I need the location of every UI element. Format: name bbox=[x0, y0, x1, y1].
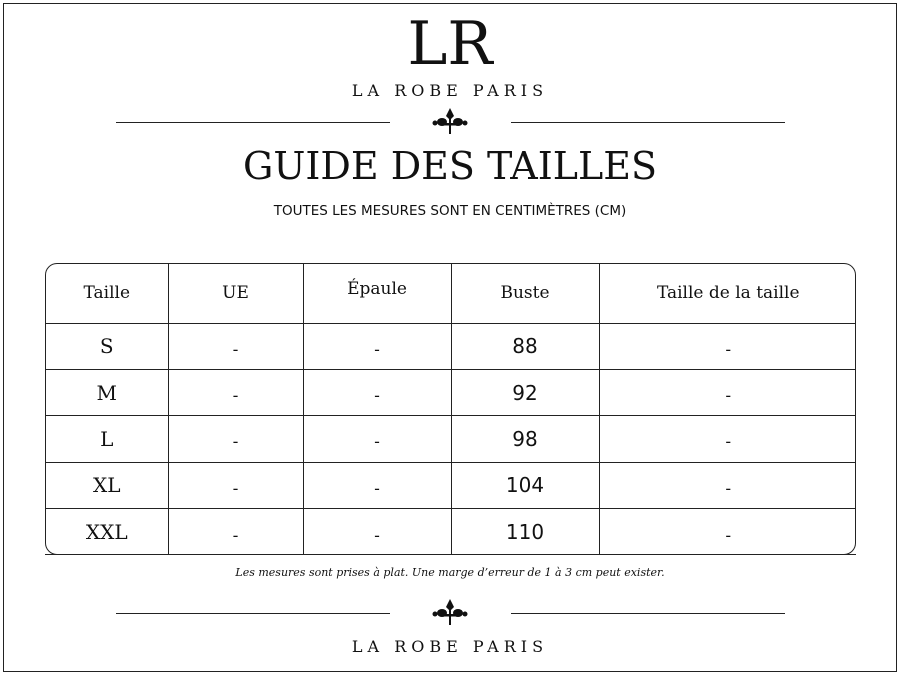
header-tour-de-taille: Taille de la taille bbox=[599, 264, 856, 323]
cell-buste: 110 bbox=[451, 509, 599, 555]
cell-tour-de-taille: - bbox=[725, 525, 732, 545]
cell-tour-de-taille: - bbox=[599, 462, 856, 508]
cell-epaule: - bbox=[303, 323, 451, 369]
cell-epaule: - bbox=[303, 462, 451, 508]
table-row bbox=[46, 323, 856, 369]
cell-tour-de-taille: - bbox=[599, 323, 856, 369]
table-row bbox=[46, 369, 856, 415]
cell-size: M bbox=[46, 369, 168, 415]
cell-ue: - bbox=[168, 462, 303, 508]
page-title: GUIDE DES TAILLES bbox=[243, 144, 657, 188]
cell-buste: 98 bbox=[451, 416, 599, 462]
brand-name-top: LA ROBE PARIS bbox=[351, 81, 549, 100]
fleur-de-lis-icon bbox=[430, 106, 470, 136]
table-row bbox=[46, 416, 856, 462]
table-underline bbox=[45, 554, 856, 555]
divider-left-bottom bbox=[116, 613, 390, 614]
cell-epaule: - bbox=[303, 416, 451, 462]
cell-buste: 104 bbox=[451, 462, 599, 508]
table-row bbox=[46, 509, 856, 555]
table-header-row bbox=[46, 264, 856, 323]
header-ue: UE bbox=[168, 264, 303, 323]
cell-size: L bbox=[46, 416, 168, 462]
divider-left-top bbox=[116, 122, 390, 123]
page-subtitle: TOUTES LES MESURES SONT EN CENTIMÈTRES (CM) bbox=[273, 203, 627, 219]
measurement-note: Les mesures sont prises à plat. Une marge d’erreur de 1 à 3 cm peut exister. bbox=[235, 566, 665, 579]
divider-right-bottom bbox=[511, 613, 785, 614]
cell-buste: 92 bbox=[451, 369, 599, 415]
cell-ue: - bbox=[168, 369, 303, 415]
fleur-de-lis-icon bbox=[430, 597, 470, 627]
cell-epaule: - bbox=[303, 509, 451, 555]
cell-size: XL bbox=[46, 462, 168, 508]
cell-size: S bbox=[46, 323, 168, 369]
brand-name-bottom: LA ROBE PARIS bbox=[351, 637, 549, 656]
size-table bbox=[45, 263, 856, 555]
header-epaule: Épaule bbox=[303, 264, 451, 323]
table-row bbox=[46, 462, 856, 508]
logo-monogram: LR bbox=[407, 9, 493, 79]
cell-ue: - bbox=[168, 323, 303, 369]
header-taille: Taille bbox=[46, 264, 168, 323]
cell-size: XXL bbox=[46, 509, 168, 555]
cell-buste: 88 bbox=[451, 323, 599, 369]
divider-right-top bbox=[511, 122, 785, 123]
header-buste: Buste bbox=[451, 264, 599, 323]
cell-ue: - bbox=[168, 509, 303, 555]
cell-tour-de-taille: - bbox=[599, 369, 856, 415]
cell-epaule: - bbox=[303, 369, 451, 415]
cell-ue: - bbox=[168, 416, 303, 462]
cell-tour-de-taille: - bbox=[599, 416, 856, 462]
